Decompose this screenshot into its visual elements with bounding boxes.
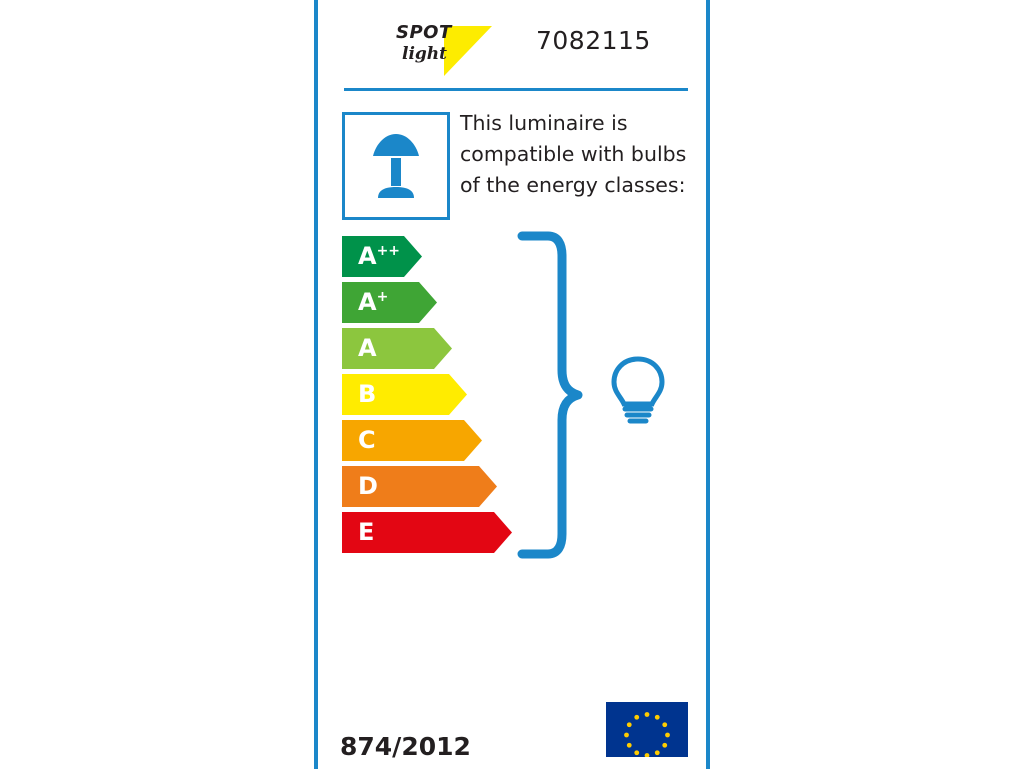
class-label: A++ xyxy=(358,242,401,270)
article-number: 7082115 xyxy=(536,26,651,55)
energy-class-row xyxy=(342,282,522,323)
header-divider xyxy=(344,88,688,91)
energy-label-card xyxy=(314,0,710,769)
luminaire-icon-box xyxy=(342,112,450,220)
regulation-number: 874/2012 xyxy=(340,732,471,761)
class-label: A xyxy=(358,334,377,362)
energy-class-row xyxy=(342,374,522,415)
label-header xyxy=(318,0,706,88)
class-label: B xyxy=(358,380,377,408)
energy-class-row xyxy=(342,328,522,369)
class-label: E xyxy=(358,518,375,546)
brand-name-bottom: light xyxy=(402,44,448,64)
brand-name-top: SPOT xyxy=(396,22,452,43)
energy-class-row xyxy=(342,512,522,553)
energy-class-row xyxy=(342,420,522,461)
light-bulb-icon xyxy=(606,355,670,425)
class-arrow-shape xyxy=(342,282,437,323)
eu-flag-icon xyxy=(606,702,688,757)
class-label: D xyxy=(358,472,378,500)
spotlight-logo xyxy=(354,10,484,76)
table-lamp-icon xyxy=(365,130,427,202)
energy-class-list xyxy=(342,236,522,558)
class-label: A+ xyxy=(358,288,389,316)
energy-class-row xyxy=(342,236,522,277)
curly-brace-icon xyxy=(514,230,584,560)
compatibility-text: This luminaire is compatible with bulbs of the energy classes: xyxy=(460,111,687,197)
class-label: C xyxy=(358,426,376,454)
energy-class-row xyxy=(342,466,522,507)
